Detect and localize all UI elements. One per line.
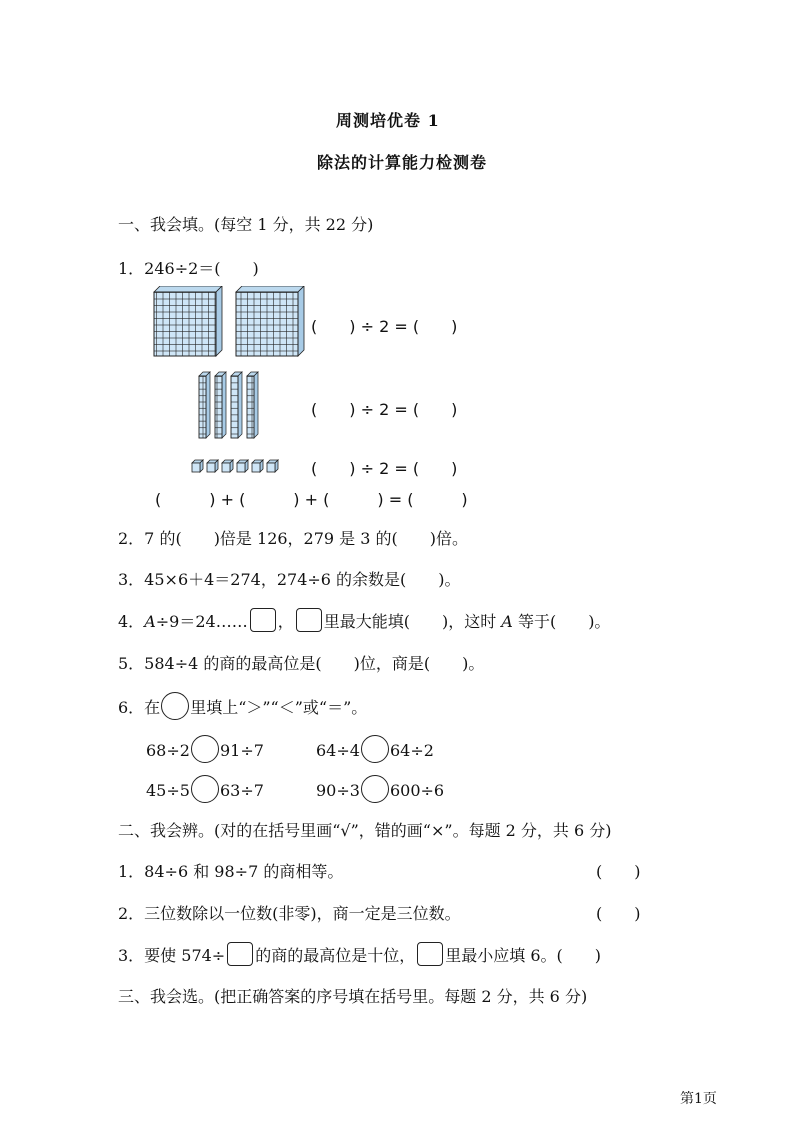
page-title: 周测培优卷 1	[336, 111, 440, 130]
q4-text: 4．A÷9＝24…… ， 里最大能填( )，这时 A 等于( )。	[118, 608, 610, 632]
compare-circle[interactable]	[361, 775, 389, 803]
page-number: 第1页	[680, 1091, 717, 1107]
page-subtitle: 除法的计算能力检测卷	[317, 153, 488, 172]
hundred-blocks-illustration	[150, 286, 310, 358]
judge-q3: 3．要使 574÷ 的商的最高位是十位， 里最小应填 6。( )	[118, 942, 601, 966]
q3-text: 3．45×6＋4＝274，274÷6 的余数是( )。	[118, 570, 461, 589]
judge-q1: 1．84÷6 和 98÷7 的商相等。	[118, 862, 344, 881]
q5-text: 5．584÷4 的商的最高位是( )位，商是( )。	[118, 654, 485, 673]
compare-circle[interactable]	[191, 775, 219, 803]
compare-circle[interactable]	[191, 735, 219, 763]
q2-text: 2．7 的( )倍是 126，279 是 3 的( )倍。	[118, 529, 469, 548]
answer-box[interactable]	[417, 942, 443, 966]
judge-q2: 2．三位数除以一位数(非零)，商一定是三位数。	[118, 904, 461, 923]
compare-circle[interactable]	[361, 735, 389, 763]
answer-box[interactable]	[227, 942, 253, 966]
ten-rods-illustration	[196, 370, 266, 440]
compare-item: 45÷5 63÷7	[146, 775, 264, 803]
unit-cubes-illustration	[190, 458, 282, 474]
judge-paren[interactable]: ( )	[556, 946, 602, 965]
section2-heading: 二、我会辨。(对的在括号里画“√”，错的画“×”。每题 2 分，共 6 分)	[118, 821, 612, 840]
compare-item: 90÷3 600÷6	[316, 775, 444, 803]
q6-text: 6．在 里填上“＞”“＜”或“＝”。	[118, 692, 367, 720]
judge-paren[interactable]: ( )	[596, 904, 641, 923]
tens-equation: ( ) ÷ 2 = ( )	[311, 400, 458, 419]
hundreds-equation: ( ) ÷ 2 = ( )	[311, 317, 458, 336]
answer-box[interactable]	[296, 608, 322, 632]
compare-circle[interactable]	[161, 692, 189, 720]
sum-equation: ( ) + ( ) + ( ) = ( )	[155, 490, 468, 509]
ones-equation: ( ) ÷ 2 = ( )	[311, 459, 458, 478]
section1-heading: 一、我会填。(每空 1 分，共 22 分)	[118, 215, 374, 234]
judge-paren[interactable]: ( )	[596, 862, 641, 881]
q1-text: 1．246÷2＝( )	[118, 259, 259, 278]
compare-item: 68÷2 91÷7	[146, 735, 264, 763]
section3-heading: 三、我会选。(把正确答案的序号填在括号里。每题 2 分，共 6 分)	[118, 987, 588, 1006]
answer-box[interactable]	[250, 608, 276, 632]
compare-item: 64÷4 64÷2	[316, 735, 434, 763]
